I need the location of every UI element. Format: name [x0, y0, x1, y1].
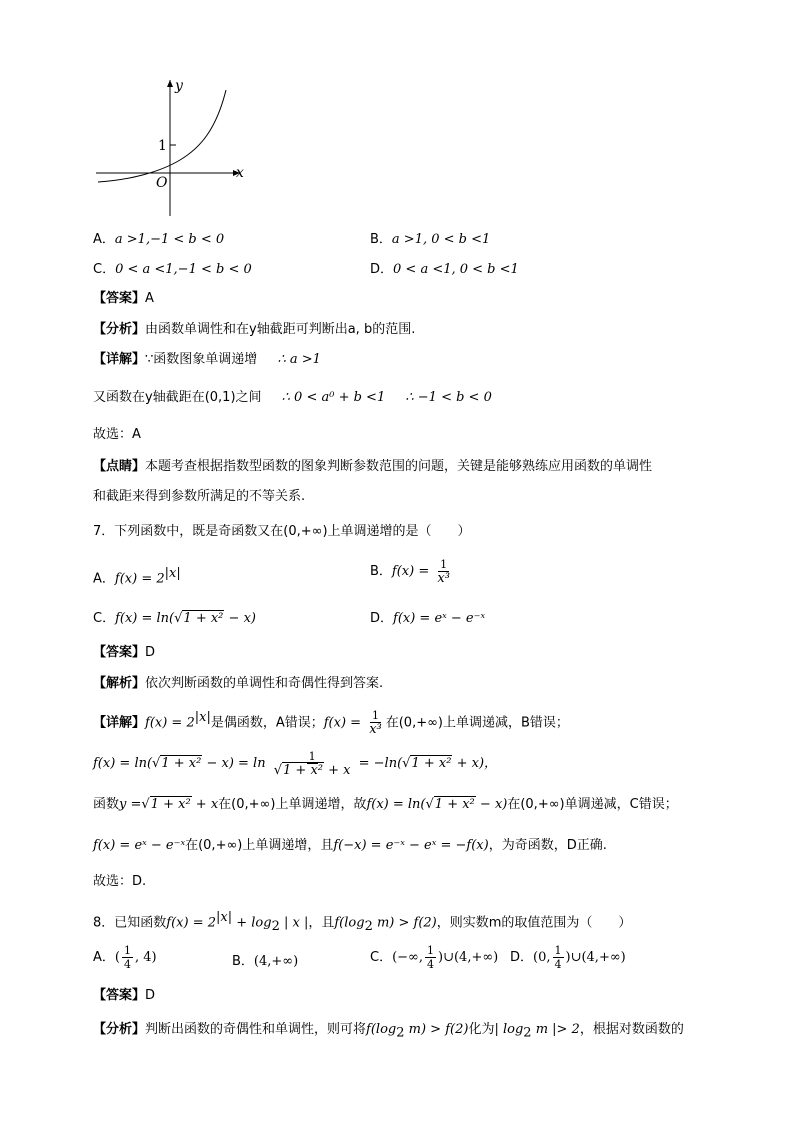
q8-option-c: C．(−∞, $\frac{1}{4}$ )∪(4,+∞) — [370, 944, 499, 971]
q7-analysis: 【解析】依次判断函数的单调性和奇偶性得到答案. — [93, 676, 384, 691]
q7-detail-1: 【详解】$f(x) = 2^{|x|}$是偶函数，A错误；f(x) = $\frac{1}{\text{x³}}$ 在(0,+∞)上单调递减，B错误； — [93, 709, 569, 738]
q7-option-a: A．$f(x) = 2^{|x|}$ — [93, 566, 181, 587]
q7-answer: 【答案】D — [93, 645, 156, 660]
q7-option-d: D．f(x) = eˣ − e⁻ˣ — [370, 611, 486, 626]
q7-stem: 7．下列函数中，既是奇函数又在(0,+∞)上单调递增的是（ ） — [93, 524, 471, 539]
q8-stem: 8．已知函数$f(x) = 2^{|x|} + \log_2$ | x |，且$f(\log_2$ m) > f(2)，则实数m的取值范围为（ ） — [93, 910, 632, 934]
q8-answer: 【答案】D — [93, 988, 156, 1003]
q7-option-b: B．f(x) = $\frac{1}{\text{x³}}$ — [370, 558, 450, 586]
q6-comment-1: 【点睛】本题考查根据指数型函数的图象判断参数范围的问题，关键是能够熟练应用函数的单调性 — [93, 459, 653, 474]
q8-option-a: A．( $\frac{1}{4}$ , 4) — [93, 944, 157, 971]
y-axis-arrow — [167, 80, 173, 87]
q6-option-d: D．0 < a <1, 0 < b <1 — [370, 262, 519, 277]
q6-option-b: B．a >1, 0 < b <1 — [370, 232, 491, 247]
y-label: y — [175, 78, 183, 94]
q6-analysis: 【分析】由函数单调性和在y轴截距可判断出a, b的范围. — [93, 322, 416, 337]
exponential-graph — [90, 70, 260, 220]
q6-option-c: C．0 < a <1,−1 < b < 0 — [93, 262, 252, 277]
q6-option-a: A．a >1,−1 < b < 0 — [93, 232, 225, 247]
q6-comment-2: 和截距来得到参数所满足的不等关系. — [93, 489, 306, 504]
origin-label: O — [156, 175, 168, 191]
curve — [98, 90, 226, 182]
q6-detail-1: 【详解】∵函数图象单调递增 ∴ a >1 — [93, 352, 321, 367]
one-label: 1 — [158, 138, 167, 154]
q8-option-d: D．(0, $\frac{1}{4}$ )∪(4,+∞) — [510, 944, 626, 971]
q7-choose: 故选：D. — [93, 874, 147, 889]
q7-detail-3: 函数y =√1 + x² + x在(0,+∞)上单调递增，故f(x) = ln(√1 + x² − x)在(0,+∞)单调递减，C错误； — [93, 797, 678, 812]
q7-detail-4: f(x) = eˣ − e⁻ˣ在(0,+∞)上单调递增，且f(−x) = e⁻ˣ − eˣ = −f(x)，为奇函数，D正确. — [93, 838, 607, 853]
q6-choose: 故选：A — [93, 427, 141, 442]
q7-option-c: C．f(x) = ln(√1 + x² − x) — [93, 611, 256, 626]
q8-option-b: B．(4,+∞) — [232, 954, 299, 969]
q6-detail-2: 又函数在y轴截距在(0,1)之间 ∴ 0 < a⁰ + b <1 ∴ −1 < b < 0 — [93, 390, 492, 405]
q8-analysis: 【分析】判断出函数的奇偶性和单调性，则可将$f(\log_2$ m) > f(2)化为| $\log_2 m$ |> 2，根据对数函数的 — [93, 1022, 684, 1041]
x-label: x — [236, 165, 244, 181]
q7-detail-2: f(x) = ln(√1 + x² − x) = ln $\frac{1}{\text{√1 + x² + x}}$ = −ln(√1 + x² + x)， — [93, 750, 498, 778]
q6-answer: 【答案】A — [93, 291, 154, 306]
